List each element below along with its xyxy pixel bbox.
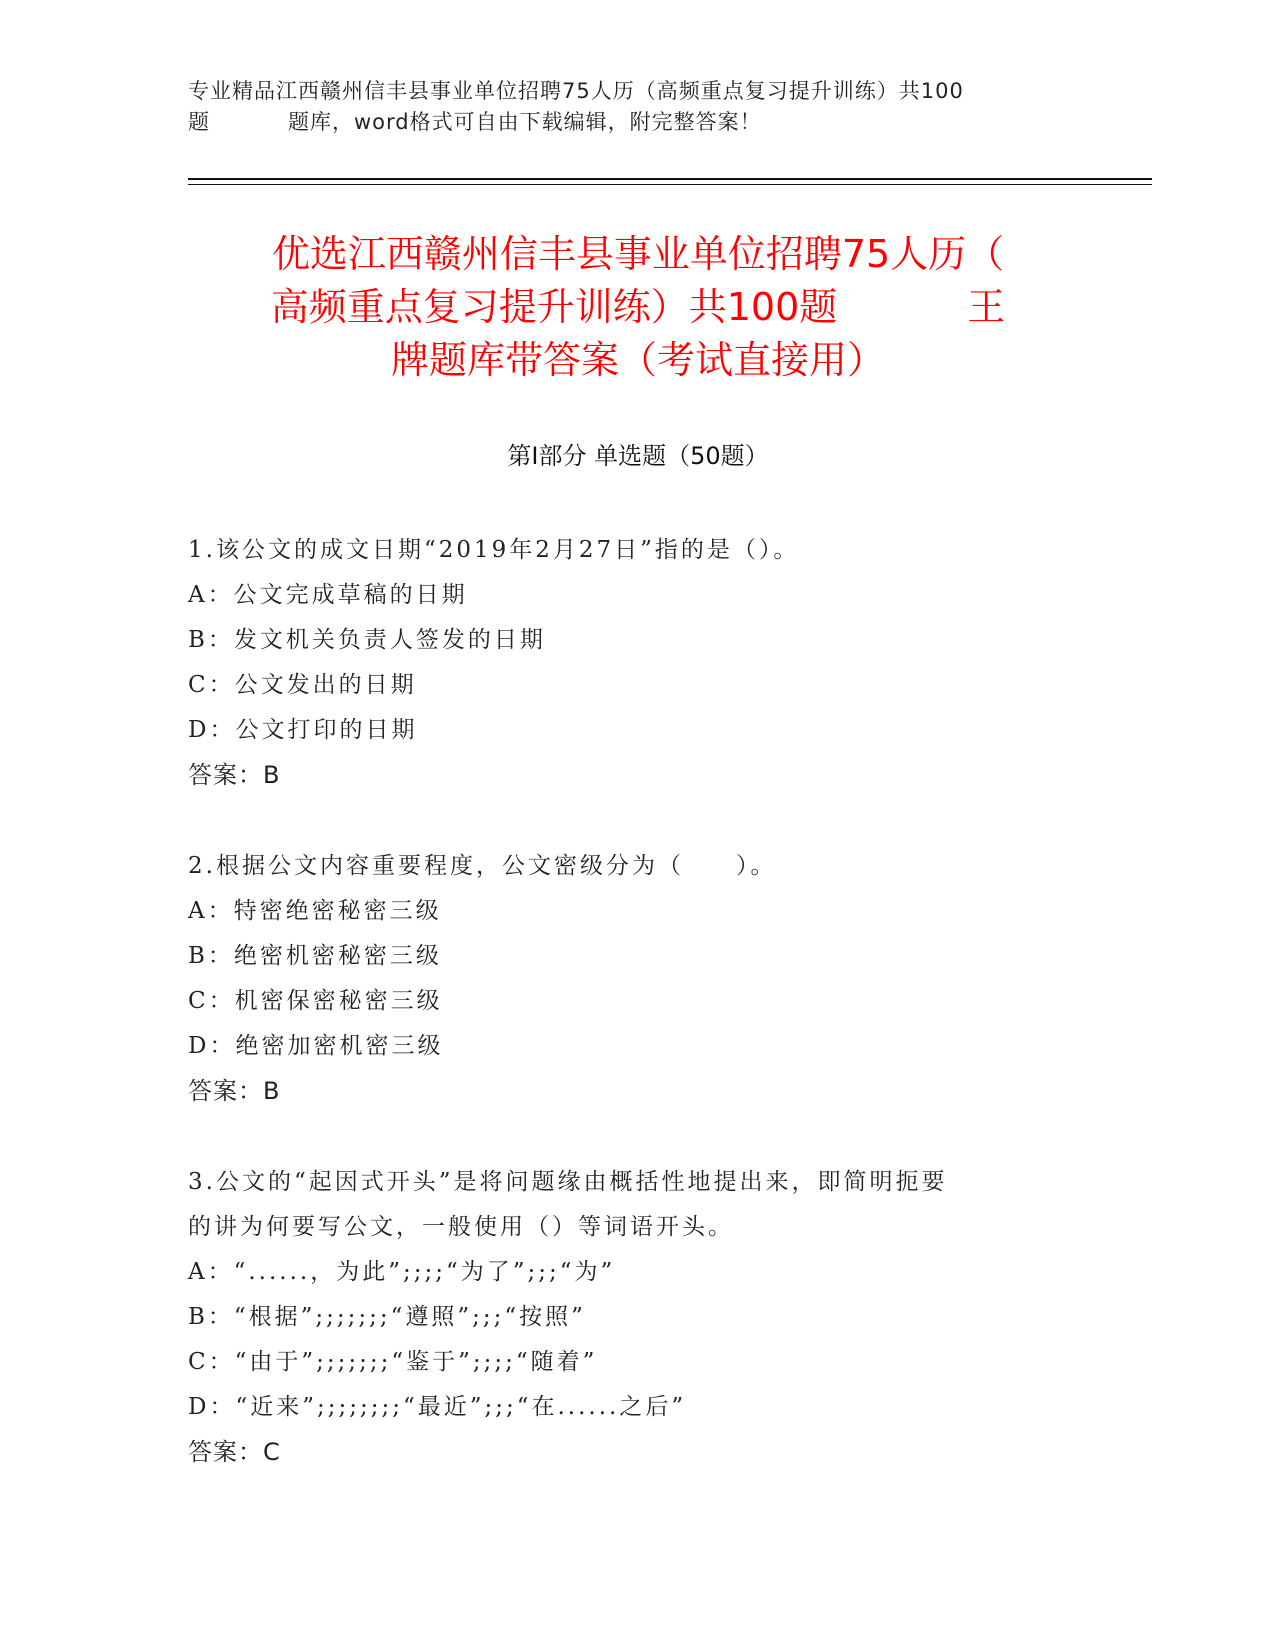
header-line-2-end: 题库，word格式可自由下载编辑，附完整答案！ xyxy=(288,110,762,134)
document-header xyxy=(188,76,1088,138)
title-line-2-start: 高频重点复习提升训练）共100题 xyxy=(270,285,838,329)
option-a: A：公文完成草稿的日期 xyxy=(188,582,468,608)
header-divider-thin xyxy=(188,184,1152,185)
question-3 xyxy=(188,1160,1068,1475)
option-d: D：公文打印的日期 xyxy=(188,717,418,743)
answer: 答案：B xyxy=(188,1077,281,1105)
question-stem: 2.根据公文内容重要程度，公文密级分为（ ）。 xyxy=(188,853,777,879)
answer: 答案：B xyxy=(188,761,281,789)
question-stem: 1.该公文的成文日期“2019年2月27日”指的是（）。 xyxy=(188,537,800,563)
title-line-3: 牌题库带答案（考试直接用） xyxy=(390,338,885,382)
option-c: C：机密保密秘密三级 xyxy=(188,988,443,1014)
title-line-1: 优选江西赣州信丰县事业单位招聘75人历（ xyxy=(271,232,1005,276)
question-2 xyxy=(188,844,1068,1114)
option-b: B：发文机关负责人签发的日期 xyxy=(188,627,546,653)
option-d: D：“近来”;;;;;;;;“最近”;;;“在......之后” xyxy=(188,1394,687,1420)
option-b: B：绝密机密秘密三级 xyxy=(188,943,442,969)
title-line-2 xyxy=(188,281,1088,334)
header-line-2-start: 题 xyxy=(188,110,210,134)
option-c: C：公文发出的日期 xyxy=(188,672,417,698)
option-b: B：“根据”;;;;;;;“遵照”;;;“按照” xyxy=(188,1304,586,1330)
question-stem-continued: 的讲为何要写公文，一般使用（）等词语开头。 xyxy=(188,1214,734,1240)
option-a: A：特密绝密秘密三级 xyxy=(188,898,442,924)
header-line-2 xyxy=(188,107,1088,138)
option-d: D：绝密加密机密三级 xyxy=(188,1033,444,1059)
question-1 xyxy=(188,528,1068,798)
question-stem: 3.公文的“起因式开头”是将问题缘由概括性地提出来，即简明扼要 xyxy=(188,1169,948,1195)
section-title: 第Ⅰ部分 单选题（50题） xyxy=(507,442,769,470)
option-a: A：“......，为此”;;;;“为了”;;;“为” xyxy=(188,1259,616,1285)
option-c: C：“由于”;;;;;;;“鉴于”;;;;“随着” xyxy=(188,1349,598,1375)
document-title xyxy=(188,228,1088,387)
answer: 答案：C xyxy=(188,1438,281,1466)
header-line-1: 专业精品江西赣州信丰县事业单位招聘75人历（高频重点复习提升训练）共100 xyxy=(188,79,964,103)
title-line-2-end: 王 xyxy=(967,285,1006,329)
header-divider-thick xyxy=(188,178,1152,180)
